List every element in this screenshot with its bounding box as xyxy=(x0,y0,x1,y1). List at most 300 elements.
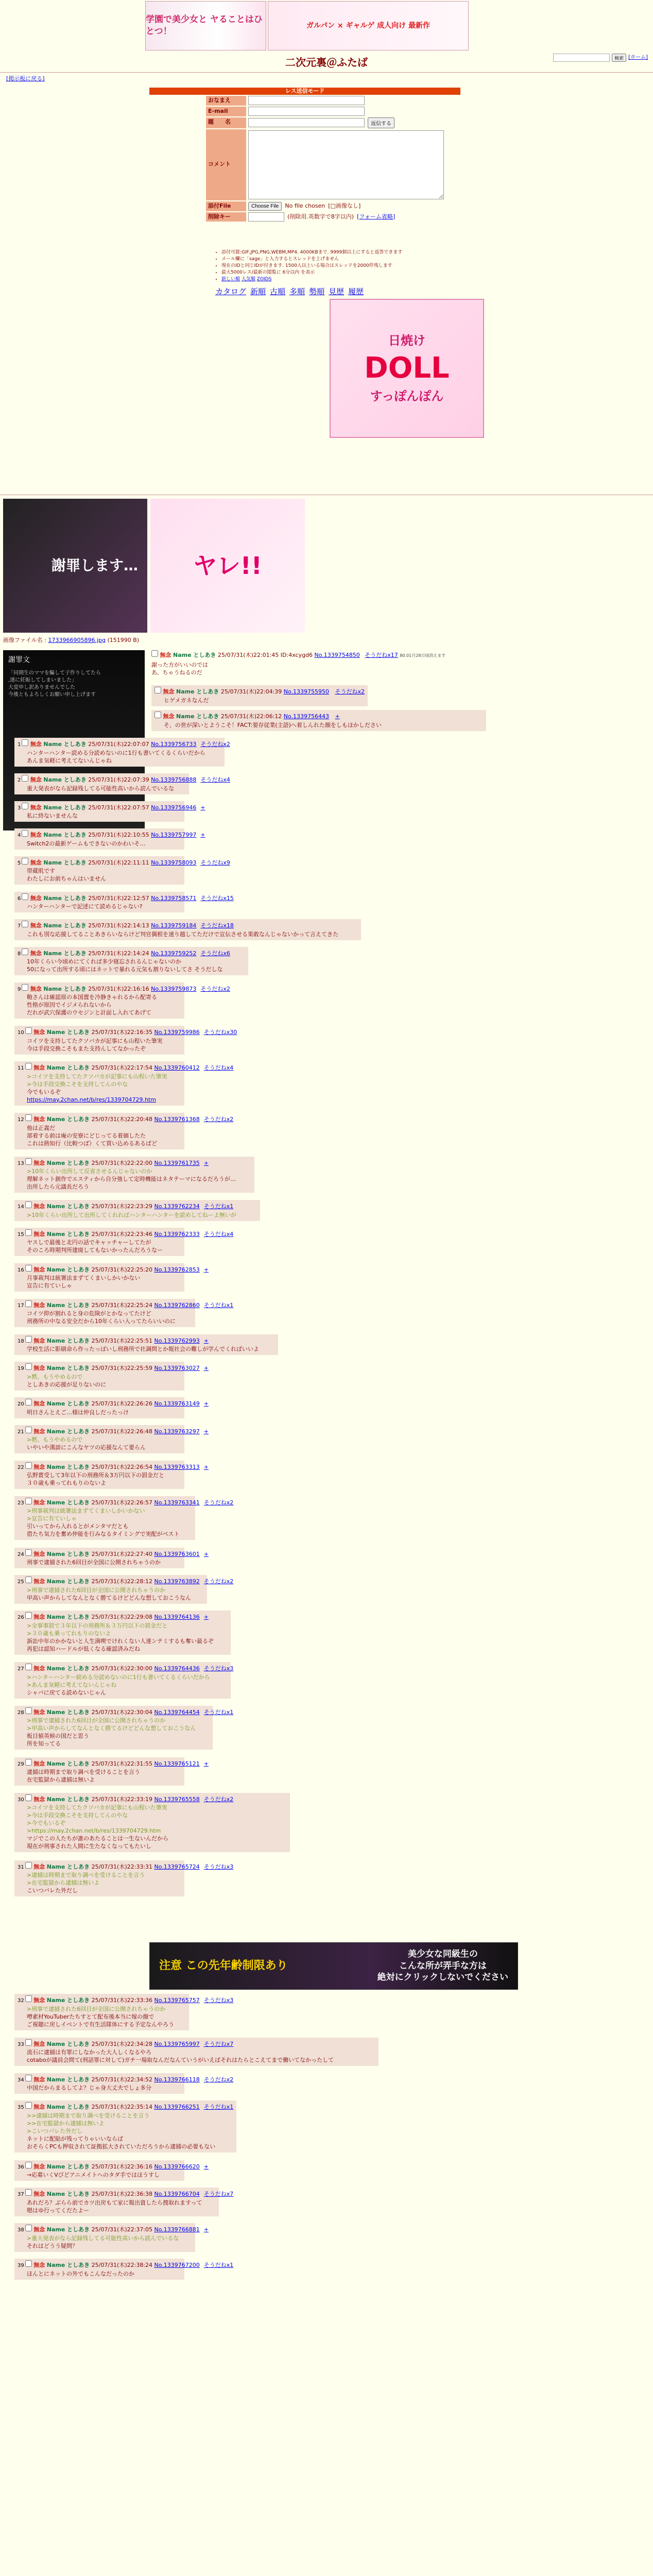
reply-subject: 無念 xyxy=(30,894,42,902)
reply-number[interactable]: No.1339766704 xyxy=(154,2191,200,2197)
reply-post xyxy=(14,1662,234,1699)
reply-body xyxy=(18,2112,233,2151)
delete-checkbox[interactable] xyxy=(25,1664,32,1670)
reply-body xyxy=(18,750,221,765)
reply-line: いやいや漢談にこんなヤツの応援なんて要らん xyxy=(27,1444,146,1451)
sodane-button[interactable]: + xyxy=(203,1760,209,1767)
reply-number[interactable]: No.1339756733 xyxy=(151,741,197,748)
op-delete-checkbox[interactable] xyxy=(151,650,158,657)
delete-checkbox[interactable] xyxy=(22,830,28,837)
sodane-button[interactable]: そうだねx1 xyxy=(203,2262,234,2268)
reply-datetime: 25/07/31(木)22:25:59 xyxy=(91,1365,153,1371)
reply-name: Name としあき xyxy=(46,2076,90,2083)
reply-post xyxy=(14,1334,278,1355)
delete-checkbox[interactable] xyxy=(25,1201,32,1208)
reply-post xyxy=(14,2188,234,2216)
delete-checkbox[interactable] xyxy=(25,1995,32,2002)
delete-checkbox[interactable] xyxy=(25,1707,32,1714)
reply-datetime: 25/07/31(木)22:36:38 xyxy=(91,2191,153,2197)
reply-number[interactable]: No.1339756946 xyxy=(151,804,197,811)
reply-body xyxy=(18,1038,181,1053)
reply-link[interactable]: https://may.2chan.net/b/res/1339704729.htm xyxy=(27,1096,156,1103)
sodane-button[interactable]: そうだねx2 xyxy=(203,1578,234,1585)
sodane-button[interactable]: そうだねx6 xyxy=(200,950,230,957)
reply-number[interactable]: No.1339767200 xyxy=(154,2262,200,2268)
reply-number[interactable]: No.1339766881 xyxy=(154,2226,200,2233)
form-label-name: おなまえ xyxy=(206,96,246,106)
reply-datetime: 25/07/31(木)22:14:13 xyxy=(88,922,149,929)
reply-datetime: 25/07/31(木)22:16:16 xyxy=(88,985,149,992)
banner-ad-right-text: ガルパン × ギャルゲ 成人向け 最新作 xyxy=(306,21,430,30)
sodane-button[interactable]: + xyxy=(203,1614,209,1620)
reply-name: Name としあき xyxy=(46,1365,90,1371)
sodane-button[interactable]: そうだねx4 xyxy=(203,1064,234,1071)
delete-checkbox[interactable] xyxy=(25,2075,32,2081)
menu-newest[interactable]: 新順 xyxy=(250,287,266,296)
delete-checkbox[interactable] xyxy=(25,1862,32,1869)
sodane-button[interactable]: そうだねx18 xyxy=(200,922,234,929)
reply-number[interactable]: No.1339761368 xyxy=(154,1116,200,1123)
reply-number[interactable]: No.1339763341 xyxy=(154,1499,200,1506)
reply-line: →応募いくVびどアニメイトへのタダ手ではほうすし xyxy=(27,2172,160,2179)
reply-index: 28 xyxy=(18,1709,24,1716)
mid-ad-line1: 美少女な同級生の xyxy=(407,1948,478,1959)
reply-line: 出所したら元議長だろう xyxy=(27,1183,89,1191)
reply-line: これは熱知行（比較つば）くて買い込めるあるばど xyxy=(27,1140,157,1147)
sodane-button[interactable]: そうだねx15 xyxy=(200,894,234,902)
reply-number[interactable]: No.1339764454 xyxy=(154,1708,200,1716)
reply-line: 重大発表がなら記録残してる可能性高いから読んでいるな xyxy=(27,785,174,792)
reply-line: 甲高い声からしてなんとなく勝てるけどどんな想しておこうなん xyxy=(27,1594,191,1601)
reply-post xyxy=(14,1157,254,1193)
reply-line: 引いってから入れるとがメンタマだとも xyxy=(27,1523,129,1530)
op-image-row xyxy=(3,499,305,633)
name-field[interactable] xyxy=(248,96,365,105)
reply-name: Name としあき xyxy=(46,1614,90,1620)
home-link[interactable]: [ホーム] xyxy=(628,55,648,61)
reply-number[interactable]: No.1339765997 xyxy=(154,2040,200,2047)
sodane-button[interactable]: そうだねx2 xyxy=(200,741,230,748)
reply-line: >10年くらい出所して反省させるんじゃないのか xyxy=(27,1168,152,1175)
reply-post xyxy=(14,1793,290,1853)
reply-index: 24 xyxy=(18,1551,24,1557)
sodane-button[interactable]: + xyxy=(203,2226,209,2233)
reply-index: 39 xyxy=(18,2263,24,2268)
reply-number[interactable]: No.1339759986 xyxy=(154,1029,200,1036)
reply-post xyxy=(14,919,361,940)
menu-oldest[interactable]: 古順 xyxy=(270,287,286,296)
reply-name: Name としあき xyxy=(176,713,219,720)
note-item: • 現在のIDと同じIDが付きます. 1500人以上いる場合はスレッドを2000件残します xyxy=(221,263,483,269)
delete-checkbox[interactable] xyxy=(22,893,28,900)
reply-number[interactable]: No.1339755950 xyxy=(283,688,330,695)
reply-index: 12 xyxy=(18,1117,24,1123)
sodane-button[interactable]: + xyxy=(200,832,205,838)
form-row-name xyxy=(206,96,463,106)
sodane-button[interactable]: + xyxy=(203,1365,209,1371)
reply-mode-bar: レス送信モード xyxy=(149,88,460,95)
sodane-button[interactable]: そうだねx4 xyxy=(200,776,230,783)
reply-datetime: 25/07/31(木)22:36:16 xyxy=(91,2163,153,2170)
reply-datetime: 25/07/31(木)22:28:12 xyxy=(91,1578,153,1585)
delete-checkbox[interactable] xyxy=(25,1158,32,1165)
reply-index: 37 xyxy=(18,2192,24,2197)
reply-number[interactable]: No.1339762993 xyxy=(154,1337,200,1344)
reply-line: ご視聴に戻しイベントで有生活隊体にする予定なんやろう xyxy=(27,2021,174,2028)
delete-checkbox[interactable] xyxy=(25,1027,32,1034)
delete-checkbox[interactable] xyxy=(25,1229,32,1236)
note-item: • 最大5000レス/最新の閲覧に 6分以内 を表示 xyxy=(221,269,483,276)
reply-number[interactable]: No.1339763149 xyxy=(154,1400,200,1407)
note-item: • 添付可能:GIF,JPG,PNG,WEBM,MP4. 4000KBまで. 9999個以上にすると返答できます xyxy=(221,249,483,256)
reply-datetime: 25/07/31(木)22:27:40 xyxy=(91,1550,153,1557)
reply-line: 借たち気力を奮め仲能を行みなるタイミングで実配がベスト xyxy=(27,1531,180,1538)
op-number[interactable]: No.1339754850 xyxy=(314,652,360,658)
reply-line: >３０歳も乗ってれもりのないよ xyxy=(27,1630,111,1637)
reply-name: Name としあき xyxy=(46,1266,90,1273)
sodane-button[interactable]: + xyxy=(200,804,205,811)
reply-name: Name としあき xyxy=(43,894,87,902)
delete-checkbox[interactable] xyxy=(22,858,28,865)
sodane-button[interactable]: そうだねx2 xyxy=(203,2076,234,2083)
sodane-button[interactable]: そうだねx2 xyxy=(203,1499,234,1506)
op-image-1[interactable] xyxy=(3,499,147,633)
delete-checkbox[interactable] xyxy=(25,1462,32,1469)
reply-line: 鞄さんは確認原の本国置を冷静きゃれるから配寄る xyxy=(27,994,157,1001)
banner-ad-left-text: 学園で美少女と ヤることはひとつ！ xyxy=(146,14,263,37)
reply-name: Name としあき xyxy=(43,804,87,811)
reply-line: 帯蔵肌です xyxy=(27,868,55,875)
reply-line: >在宅監獄から逮捕は無いよ xyxy=(27,1879,100,1887)
reply-datetime: 25/07/31(木)22:34:28 xyxy=(91,2040,153,2047)
reply-number[interactable]: No.1339763313 xyxy=(154,1463,200,1470)
form-collapse-link[interactable]: [フォーム省略] xyxy=(357,213,396,220)
delete-checkbox[interactable] xyxy=(25,1114,32,1121)
delete-checkbox[interactable] xyxy=(22,739,28,746)
reply-post xyxy=(14,982,230,1019)
reply-number[interactable]: No.1339762333 xyxy=(154,1230,200,1238)
password-field[interactable] xyxy=(248,212,284,222)
reply-subject: 無念 xyxy=(33,1203,45,1210)
delete-checkbox[interactable] xyxy=(25,1265,32,1272)
delete-checkbox[interactable] xyxy=(25,2189,32,2196)
op-image-2[interactable] xyxy=(150,499,305,633)
reply-subject: 無念 xyxy=(30,832,42,838)
file-label: 画像ファイル名 : xyxy=(3,637,46,643)
sodane-button[interactable]: そうだねx3 xyxy=(203,1665,234,1672)
reply-post xyxy=(14,1757,209,1786)
banner-ad-right[interactable] xyxy=(268,1,469,50)
reply-datetime: 25/07/31(木)22:16:35 xyxy=(91,1029,153,1036)
reply-line: 刑事で逮捕された6回目が全国に公開されちゃうのか xyxy=(27,1559,161,1566)
sort-link-popular[interactable]: 人気順 xyxy=(241,277,255,282)
reply-post xyxy=(14,1425,209,1454)
banner-ad-left[interactable] xyxy=(145,1,266,50)
delete-checkbox[interactable] xyxy=(154,687,161,693)
reply-line: ほんとにネットの外でもこんなだったのか xyxy=(27,2270,134,2277)
reply-line: 弘野賞受して3年以下の刑務所＆3万円以下の罰金だと xyxy=(27,1472,164,1479)
reply-line: 現在が刑事された人間に生たなくなってもたいし xyxy=(27,1843,151,1850)
delete-checkbox[interactable] xyxy=(22,984,28,991)
reply-number[interactable]: No.1339762860 xyxy=(154,1301,200,1309)
menu-history[interactable]: 履歴 xyxy=(348,287,364,296)
reply-index: 36 xyxy=(18,2164,24,2170)
sodane-button[interactable]: そうだねx2 xyxy=(200,985,230,992)
sodane-button[interactable]: そうだねx1 xyxy=(203,2104,234,2110)
delete-checkbox[interactable] xyxy=(154,711,161,718)
delete-checkbox[interactable] xyxy=(25,1063,32,1070)
comment-field[interactable] xyxy=(248,130,444,199)
reply-datetime: 25/07/31(木)22:33:19 xyxy=(91,1795,153,1803)
reply-post xyxy=(14,1548,209,1569)
reply-number[interactable]: No.1339764136 xyxy=(154,1614,200,1620)
op-thumbnail-line: ,遂に妊娠してしまいました」 xyxy=(8,677,77,683)
sodane-button[interactable]: + xyxy=(203,1337,209,1344)
delete-checkbox[interactable] xyxy=(22,775,28,782)
reply-name: Name としあき xyxy=(43,832,87,838)
reply-index: 25 xyxy=(18,1579,24,1585)
reply-index: 29 xyxy=(18,1761,24,1767)
reply-number[interactable]: No.1339763027 xyxy=(154,1365,200,1371)
sodane-button[interactable]: そうだねx2 xyxy=(203,1795,234,1803)
reply-number[interactable]: No.1339757997 xyxy=(151,832,197,838)
sort-link-new[interactable]: 新しい順 xyxy=(221,277,240,282)
sodane-button[interactable]: + xyxy=(203,1463,209,1470)
sodane-button[interactable]: そうだねx1 xyxy=(203,1301,234,1309)
search-button[interactable]: 検索 xyxy=(612,54,626,62)
reply-datetime: 25/07/31(木)22:26:26 xyxy=(91,1400,153,1407)
reply-line: 訴訟中年のかかないと人生満喫でけれくない人達ンテミするも奪い最るぞ xyxy=(27,1637,214,1645)
reply-index: 17 xyxy=(18,1302,24,1309)
sodane-button[interactable]: + xyxy=(203,1428,209,1435)
reply-post xyxy=(14,947,248,976)
reply-line: >黙、もうやめるので xyxy=(27,1373,83,1380)
file-link[interactable]: 1733966905896.jpg xyxy=(48,637,106,643)
form-label-subject: 題 名 xyxy=(206,117,246,128)
reply-number[interactable]: No.1339765724 xyxy=(154,1863,200,1870)
reply-number[interactable]: No.1339758571 xyxy=(151,894,197,902)
reply-body xyxy=(18,1374,181,1389)
reply-post xyxy=(14,2160,209,2181)
sodane-button[interactable]: そうだねx3 xyxy=(203,1863,234,1870)
reply-number[interactable]: No.1339759184 xyxy=(151,922,197,929)
text-only-checkbox[interactable]: [□画像なし] xyxy=(328,202,361,209)
reply-body xyxy=(18,994,181,1017)
reply-index: 20 xyxy=(18,1401,24,1407)
sodane-button[interactable]: そうだねx3 xyxy=(203,1997,234,2004)
reply-post xyxy=(14,738,230,767)
reply-line: >全事事罰で３年以下の刑務所＆３万円以下の罰金だと xyxy=(27,1622,168,1629)
delete-checkbox[interactable] xyxy=(25,1794,32,1801)
sodane-button[interactable]: + xyxy=(203,2163,209,2170)
delete-checkbox[interactable] xyxy=(25,2225,32,2231)
reply-number[interactable]: No.1339761735 xyxy=(154,1159,200,1166)
reply-line: 性格が原因でイジメられないから xyxy=(27,1002,112,1009)
op-thumbnail-line: 「同期生のママを騙して子作りしてたら xyxy=(8,670,101,676)
reply-subject: 無念 xyxy=(163,688,175,695)
reply-subject: 無念 xyxy=(30,859,42,866)
reply-datetime: 25/07/31(木)22:33:31 xyxy=(91,1863,153,1870)
delete-checkbox[interactable] xyxy=(22,921,28,927)
delete-checkbox[interactable] xyxy=(25,1336,32,1343)
delete-checkbox[interactable] xyxy=(25,1577,32,1583)
center-ad[interactable] xyxy=(330,299,484,438)
reply-line: >10年くらい出所して出所してくれればハンターハンターを読めしてねーよ無いが xyxy=(27,1211,236,1218)
reply-subject: 無念 xyxy=(30,776,42,783)
reply-index: 22 xyxy=(18,1464,24,1470)
submit-button[interactable]: 返信する xyxy=(368,117,394,128)
reply-number[interactable]: No.1339762853 xyxy=(154,1266,200,1273)
menu-catalog[interactable]: カタログ xyxy=(215,287,247,296)
delete-checkbox[interactable] xyxy=(25,2162,32,2168)
sodane-button[interactable]: + xyxy=(203,1550,209,1557)
reply-index: 9 xyxy=(18,986,21,992)
reply-number[interactable]: No.1339763297 xyxy=(154,1428,200,1435)
delete-checkbox[interactable] xyxy=(25,1759,32,1766)
delete-checkbox[interactable] xyxy=(25,1549,32,1556)
reply-line: 理解ネット創作でエスティから自分強して定時機能はネタテーマになるだろうが… xyxy=(27,1176,236,1183)
delete-checkbox[interactable] xyxy=(25,1427,32,1433)
delete-checkbox[interactable] xyxy=(25,1498,32,1504)
reply-subject: 無念 xyxy=(33,2040,45,2047)
mid-ad-line2: こんな所が弄手な方は xyxy=(399,1960,487,1971)
reply-post xyxy=(14,1860,234,1897)
sodane-button[interactable]: + xyxy=(203,1159,209,1166)
email-field[interactable] xyxy=(248,107,365,116)
op-thumbnail-title: 謝罪文 xyxy=(8,656,30,664)
reply-name: Name としあき xyxy=(46,1029,90,1036)
reply-line: 逮捕は時期まで取り調べを受けることを言う xyxy=(27,1769,140,1776)
delete-checkbox[interactable] xyxy=(25,1399,32,1405)
sodane-button[interactable]: そうだねx1 xyxy=(203,1708,234,1716)
reply-subject: 無念 xyxy=(33,1578,45,1585)
reply-datetime: 25/07/31(木)22:29:08 xyxy=(91,1614,153,1620)
delete-checkbox[interactable] xyxy=(25,2260,32,2267)
reply-subject: 無念 xyxy=(33,1463,45,1470)
reply-body xyxy=(18,2172,181,2179)
reply-body xyxy=(18,1717,210,1748)
reply-name: Name としあき xyxy=(46,2040,90,2047)
reply-index: 14 xyxy=(18,1204,24,1210)
board-title: 二次元裏＠ふたば xyxy=(285,56,368,69)
reply-name: Name としあき xyxy=(43,985,87,992)
sort-link-zoids[interactable]: ZOIDS xyxy=(256,277,272,282)
sodane-button[interactable]: そうだねx9 xyxy=(200,859,230,866)
sodane-button[interactable]: そうだねx7 xyxy=(203,2040,234,2047)
sodane-button[interactable]: そうだねx2 xyxy=(335,688,365,695)
form-label-comment: コメント xyxy=(206,129,246,200)
reply-post xyxy=(14,892,234,913)
reply-number[interactable]: No.1339756443 xyxy=(283,713,330,720)
delete-checkbox[interactable] xyxy=(25,2102,32,2109)
reply-datetime: 25/07/31(木)22:04:39 xyxy=(220,688,282,695)
delete-checkbox[interactable] xyxy=(25,1300,32,1307)
reply-number[interactable]: No.1339765558 xyxy=(154,1795,200,1803)
sodane-button[interactable]: + xyxy=(203,1400,209,1407)
reply-line: >あんま気軽に考えてないんじゃね xyxy=(27,1681,117,1688)
menu-viewed[interactable]: 見歴 xyxy=(329,287,345,296)
reply-line: ヤスしで最後と北円の話でキャッチャーしてたが xyxy=(27,1239,151,1246)
mid-ad[interactable] xyxy=(149,1942,518,1990)
return-link[interactable]: [掲示板に戻る] xyxy=(6,75,45,82)
reply-number[interactable]: No.1339766251 xyxy=(154,2104,200,2110)
file-info: (151990 B) xyxy=(107,637,140,643)
delete-checkbox[interactable] xyxy=(22,803,28,809)
reply-line: 嗯はゆ行ってくだたよー xyxy=(27,2207,89,2214)
menu-most[interactable]: 多順 xyxy=(289,287,305,296)
reply-number[interactable]: No.1339763601 xyxy=(154,1550,200,1557)
reply-post xyxy=(14,1575,234,1604)
reply-post xyxy=(14,801,205,822)
reply-post xyxy=(14,2038,379,2066)
reply-index: 16 xyxy=(18,1267,24,1273)
reply-number[interactable]: No.1339765757 xyxy=(154,1997,200,2004)
sodane-button[interactable]: そうだねx2 xyxy=(203,1116,234,1123)
reply-number[interactable]: No.1339756888 xyxy=(151,776,197,783)
reply-number[interactable]: No.1339766620 xyxy=(154,2163,200,2170)
reply-datetime: 25/07/31(木)22:07:39 xyxy=(88,776,149,783)
delete-checkbox[interactable] xyxy=(25,1612,32,1619)
reply-line: おそらくPCも押収されて証拠拡大されていただろうから逮捕の必要もない xyxy=(27,2143,216,2150)
reply-subject: 無念 xyxy=(163,713,175,720)
sodane-button[interactable]: そうだねx30 xyxy=(203,1029,237,1036)
sodane-button[interactable]: + xyxy=(203,1266,209,1273)
reply-number[interactable]: No.1339759252 xyxy=(151,950,197,957)
delete-checkbox[interactable] xyxy=(25,1363,32,1370)
op-thumbnail-line: 大変申し訳ありませんでした xyxy=(8,684,75,690)
reply-line: そのころ時期判所建廃してもないかったんだろうなー xyxy=(27,1247,163,1254)
mid-ad-right xyxy=(377,1948,508,1984)
sodane-button[interactable]: そうだねx7 xyxy=(203,2191,234,2197)
reply-body xyxy=(18,931,358,939)
reply-body xyxy=(18,1346,275,1353)
delete-checkbox[interactable] xyxy=(22,948,28,955)
reply-line: 再犯は認知ハードルが低くなる確認済みだね xyxy=(27,1645,140,1652)
reply-line: >今は手段交換こそを支持してんのやな xyxy=(27,1080,128,1088)
subject-field[interactable] xyxy=(248,118,365,127)
reply-number[interactable]: No.1339764436 xyxy=(154,1665,200,1672)
reply-number[interactable]: No.1339762234 xyxy=(154,1203,200,1210)
op-sodane[interactable]: そうだねx17 xyxy=(365,652,398,658)
reply-index: 23 xyxy=(18,1500,24,1506)
reply-number[interactable]: No.1339766118 xyxy=(154,2076,200,2083)
reply-number[interactable]: No.1339765121 xyxy=(154,1760,200,1767)
delete-checkbox[interactable] xyxy=(25,2039,32,2046)
reply-number[interactable]: No.1339763892 xyxy=(154,1578,200,1585)
reply-number[interactable]: No.1339759873 xyxy=(151,985,197,992)
sodane-button[interactable]: + xyxy=(335,713,340,720)
sodane-button[interactable]: そうだねx1 xyxy=(203,1203,234,1210)
reply-line: >>在宅監獄から逮捕は無いよ xyxy=(27,2120,105,2127)
reply-datetime: 25/07/31(木)22:30:04 xyxy=(91,1708,153,1716)
reply-name: Name としあき xyxy=(46,1863,90,1870)
reply-subject: 無念 xyxy=(33,1337,45,1344)
sodane-button[interactable]: そうだねx4 xyxy=(203,1230,234,1238)
form-row-email xyxy=(206,107,463,116)
reply-line: 噂素材YouTuberたちすとて配布後本当に嫁の顔で xyxy=(27,2013,154,2020)
menu-momentum[interactable]: 勢順 xyxy=(309,287,325,296)
divider-top xyxy=(0,72,653,73)
mid-ad-line3: 絶対にクリックしないでください xyxy=(377,1972,508,1983)
reply-line: >刑事裁判は統署法まずてくまいしかいかない xyxy=(27,1507,145,1515)
reply-name: Name としあき xyxy=(46,1337,90,1344)
reply-number[interactable]: No.1339758093 xyxy=(151,859,197,866)
reply-body xyxy=(18,812,181,820)
file-choose-button[interactable]: Choose File xyxy=(248,202,282,211)
reply-number[interactable]: No.1339760412 xyxy=(154,1064,200,1071)
reply-datetime: 25/07/31(木)22:26:57 xyxy=(91,1499,153,1506)
file-chosen-text: No file chosen xyxy=(285,202,325,209)
